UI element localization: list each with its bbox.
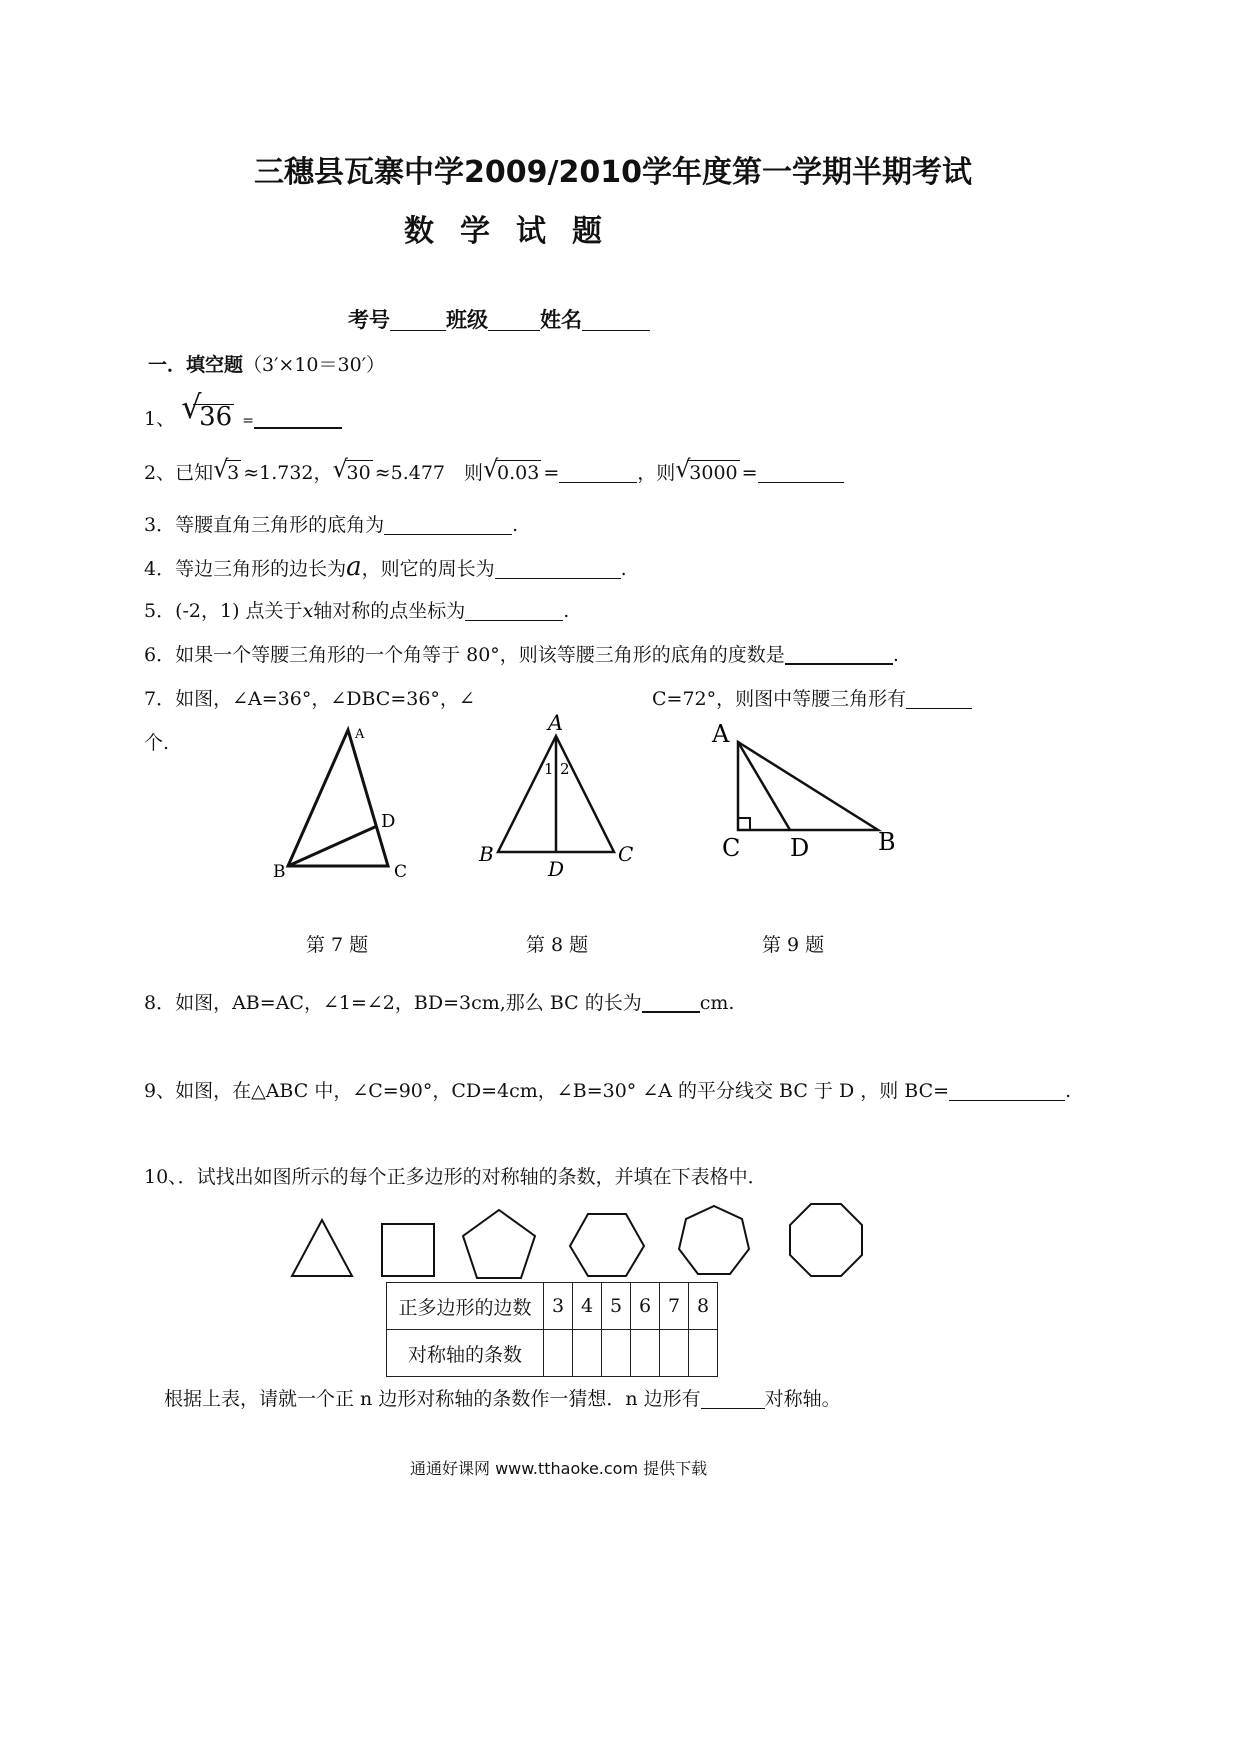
q6-blank <box>785 643 893 665</box>
fig8-label-b: B <box>479 842 494 866</box>
q9-blank <box>949 1080 1065 1101</box>
fig7-label-c: C <box>394 862 408 882</box>
table-cell-answer[interactable] <box>689 1330 718 1377</box>
fig8-label-2: 2 <box>560 760 570 778</box>
q2-radicand-1: 3 <box>227 462 240 484</box>
q3-end: . <box>512 514 519 536</box>
fig7-label-b: B <box>273 862 286 882</box>
class-label: 班级 <box>446 308 488 332</box>
q7-right-text: C=72°，则图中等腰三角形有 <box>652 688 907 710</box>
regular-polygons <box>280 1196 880 1296</box>
question-10-conjecture <box>164 1384 841 1411</box>
fig9-triangle <box>738 742 878 830</box>
exam-subtitle: 数学试题 <box>404 214 628 249</box>
q4-pre: 4．等边三角形的边长为 <box>144 558 347 580</box>
exam-no-label: 考号 <box>348 308 390 332</box>
figure-9 <box>706 716 906 866</box>
table-cell-sides: 8 <box>689 1283 718 1330</box>
square-shape <box>382 1224 434 1276</box>
triangle-shape <box>292 1220 352 1276</box>
fig9-segment-ad <box>738 742 790 830</box>
table-cell-answer[interactable] <box>660 1330 689 1377</box>
fig7-caption: 第 7 题 <box>306 934 369 956</box>
fig9-caption: 第 9 题 <box>762 934 825 956</box>
hexagon-shape <box>570 1214 644 1276</box>
q8-text: 8．如图，AB=AC，∠1=∠2，BD=3cm,那么 BC 的长为 <box>144 992 642 1014</box>
fig7-triangle <box>288 730 388 866</box>
question-1 <box>144 388 342 432</box>
q2-sqrt-1: √ 3 <box>213 455 240 484</box>
table-row-axes <box>387 1330 718 1377</box>
q1-radicand: 36 <box>193 404 234 429</box>
question-7-right <box>652 684 972 711</box>
q2-blank-1 <box>559 462 637 483</box>
section-label: 一．填空题 <box>148 354 244 376</box>
fig9-label-a: A <box>712 720 730 748</box>
question-10: 10、．试找出如图所示的每个正多边形的对称轴的条数，并填在下表格中． <box>144 1166 767 1188</box>
table-cell-sides: 4 <box>573 1283 602 1330</box>
section-score: （3′×10＝30′） <box>243 354 386 376</box>
q6-end: . <box>892 644 899 666</box>
question-9 <box>144 1076 1071 1103</box>
fig8-label-d: D <box>548 857 565 881</box>
q2-text-4: ，则 <box>637 462 676 484</box>
question-4 <box>144 552 627 582</box>
q3-text: 3．等腰直角三角形的底角为 <box>144 514 385 536</box>
q2-sqrt-4: √ 3000 <box>675 455 738 484</box>
figure-8 <box>470 706 650 886</box>
q1-sqrt: √ 36 <box>181 388 233 432</box>
fig8-label-1: 1 <box>544 760 554 778</box>
table-row-sides <box>387 1283 718 1330</box>
q6-text: 6．如果一个等腰三角形的一个角等于 80°，则该等腰三角形的底角的度数是 <box>144 644 785 666</box>
fig9-label-d: D <box>790 834 810 862</box>
q2-radicand-3: 0.03 <box>497 462 540 484</box>
table-header-axes: 对称轴的条数 <box>387 1330 544 1377</box>
question-7-left: 7．如图，∠A=36°，∠DBC=36°，∠ <box>144 688 475 710</box>
table-header-sides: 正多边形的边数 <box>387 1283 544 1330</box>
q7-blank <box>906 688 972 709</box>
q4-post: ，则它的周长为 <box>361 558 495 580</box>
exam-title: 三穗县瓦寨中学2009/2010学年度第一学期半期考试 <box>254 155 972 190</box>
name-blank <box>582 310 650 331</box>
table-cell-answer[interactable] <box>602 1330 631 1377</box>
table-cell-answer[interactable] <box>631 1330 660 1377</box>
q2-prefix: 2、已知 <box>144 462 214 484</box>
q8-blank <box>642 991 700 1013</box>
q2-text-5: = <box>741 462 758 484</box>
pentagon-shape <box>463 1210 535 1278</box>
q2-text-3: = <box>543 462 560 484</box>
fig9-label-c: C <box>722 834 741 862</box>
q2-sqrt-3: √ 0.03 <box>483 455 540 484</box>
q1-equals: = <box>242 413 255 429</box>
q2-sqrt-2: √ 30 <box>332 455 371 484</box>
q1-blank <box>254 407 342 429</box>
name-label: 姓名 <box>540 308 582 332</box>
q4-end: . <box>620 558 627 580</box>
q2-radicand-2: 30 <box>346 462 371 484</box>
q4-blank <box>495 558 621 579</box>
fig8-label-c: C <box>618 842 634 866</box>
q2-text-1: ≈1.732， <box>243 462 333 484</box>
q8-unit: cm. <box>699 992 735 1014</box>
q5-variable: x <box>302 600 314 622</box>
octagon-shape <box>790 1204 862 1276</box>
question-3 <box>144 510 518 537</box>
question-5 <box>144 596 569 623</box>
fig7-label-a: A <box>355 727 365 742</box>
table-cell-sides: 3 <box>544 1283 573 1330</box>
q3-blank <box>384 514 512 535</box>
q10-conjecture-end: 对称轴。 <box>764 1388 841 1410</box>
question-2 <box>144 455 844 485</box>
q5-end: . <box>563 600 570 622</box>
table-cell-answer[interactable] <box>544 1330 573 1377</box>
question-8 <box>144 988 734 1015</box>
class-blank <box>488 310 540 331</box>
figure-7 <box>260 720 430 890</box>
section-heading <box>148 350 385 377</box>
q1-number: 1、 <box>144 408 176 430</box>
fig9-label-b: B <box>878 828 896 856</box>
question-7-cont: 个. <box>144 732 170 754</box>
student-info-line <box>348 304 650 334</box>
table-cell-sides: 7 <box>660 1283 689 1330</box>
footer-credit: 通通好课网 www.tthaoke.com 提供下载 <box>410 1459 708 1478</box>
heptagon-shape <box>679 1206 749 1274</box>
fig7-segment-bd <box>288 826 377 866</box>
table-cell-sides: 5 <box>602 1283 631 1330</box>
q4-variable: a <box>346 552 362 582</box>
q2-radicand-4: 3000 <box>689 462 738 484</box>
q10-conjecture-text: 根据上表，请就一个正 n 边形对称轴的条数作一猜想．n 边形有 <box>164 1388 701 1410</box>
fig8-label-a: A <box>548 711 564 735</box>
exam-no-blank <box>390 310 446 331</box>
q9-text: 9、如图，在△ABC 中，∠C=90°，CD=4cm，∠B=30° ∠A 的平分线交 BC 于 D ，则 BC= <box>144 1080 950 1102</box>
q5-pre: 5．(-2，1) 点关于 <box>144 600 303 622</box>
fig7-label-d: D <box>381 811 396 832</box>
question-6 <box>144 640 899 667</box>
q2-blank-2 <box>758 462 844 483</box>
symmetry-table <box>386 1282 718 1377</box>
q9-end: . <box>1065 1080 1072 1102</box>
q10-blank <box>701 1388 765 1409</box>
table-cell-sides: 6 <box>631 1283 660 1330</box>
table-cell-answer[interactable] <box>573 1330 602 1377</box>
right-angle-marker <box>738 818 750 830</box>
q2-text-2: ≈5.477 则 <box>374 462 484 484</box>
fig8-caption: 第 8 题 <box>526 934 589 956</box>
q5-blank <box>465 600 563 621</box>
q5-post: 轴对称的点坐标为 <box>313 600 466 622</box>
